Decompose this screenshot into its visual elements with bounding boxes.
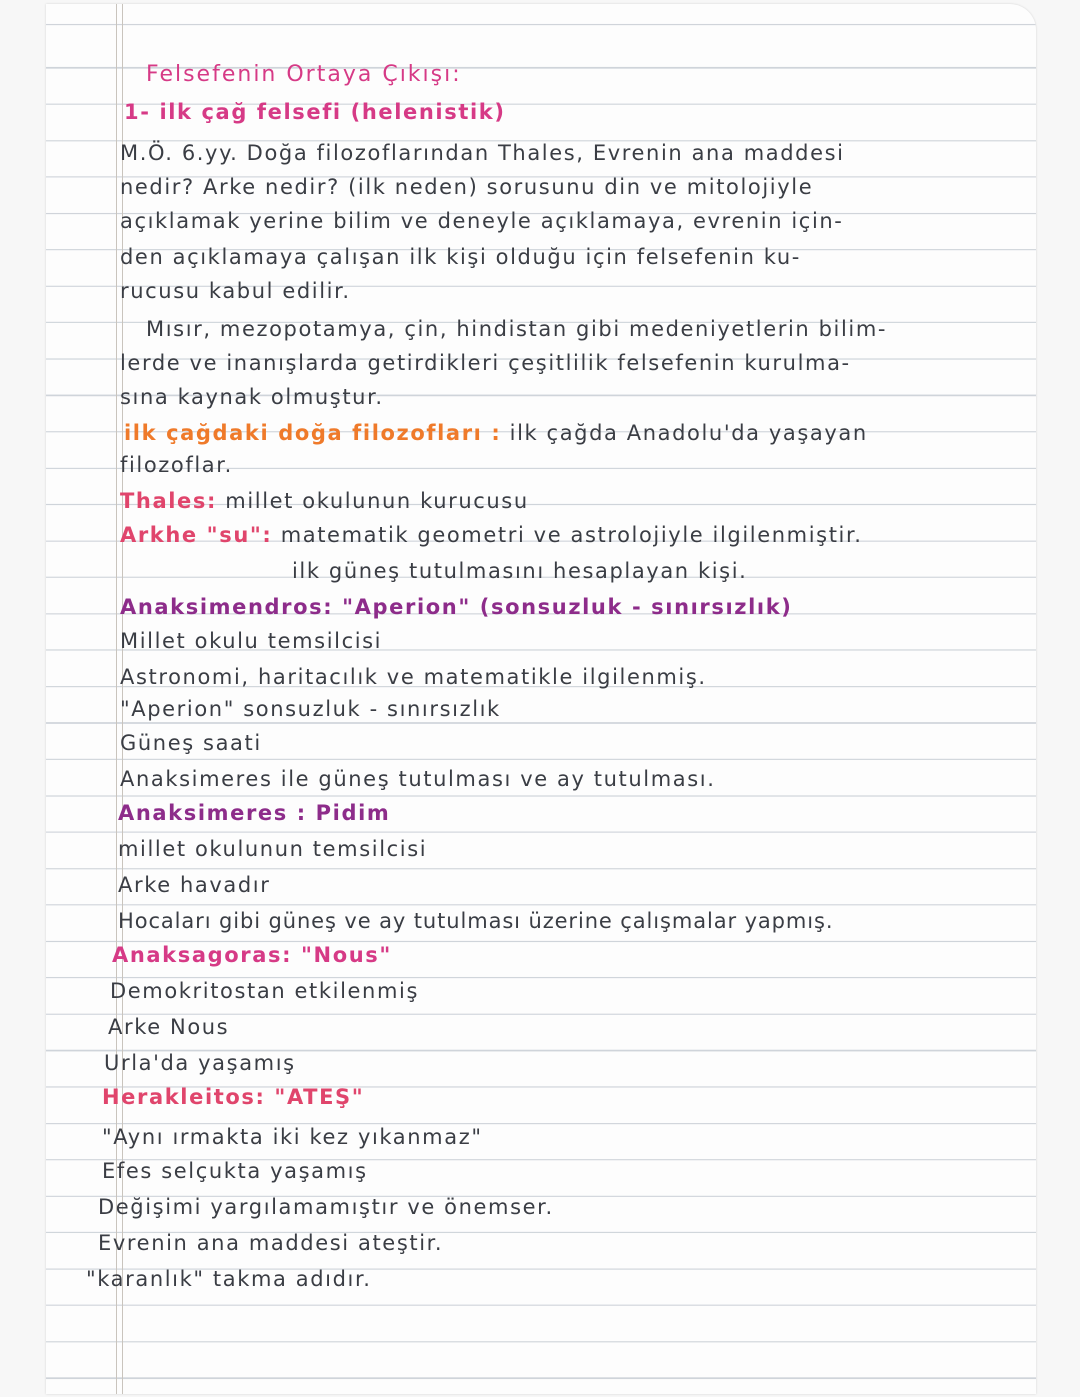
herakleitos-line: Efes selçukta yaşamış (102, 1159, 368, 1183)
anaksimandros-line: Millet okulu temsilcisi (120, 629, 383, 653)
herakleitos-line: "Aynı ırmakta iki kez yıkanmaz" (102, 1125, 483, 1149)
intro-line: Mısır, mezopotamya, çin, hindistan gibi medeniyetlerin bilim- (146, 317, 888, 341)
herakleitos-line: Değişimi yargılamamıştır ve önemser. (98, 1195, 554, 1219)
anaksimenes-line: Hocaları gibi güneş ve ay tutulması üzerine çalışmalar yapmış. (118, 909, 834, 933)
anaksimandros-line: Güneş saati (120, 731, 262, 755)
section-text-2: filozoflar. (120, 453, 233, 477)
anaksagoras-heading: Anaksagoras: "Nous" (112, 943, 392, 967)
anaksimandros-line: Astronomi, haritacılık ve matematikle ilgilenmiş. (120, 665, 707, 689)
thales-label: Thales: (120, 489, 217, 513)
section-text: ilk çağda Anadolu'da yaşayan (509, 421, 868, 445)
intro-line: açıklamak yerine bilim ve deneyle açıklamaya, evrenin için- (120, 209, 844, 233)
intro-line: sına kaynak olmuştur. (120, 385, 384, 409)
herakleitos-heading: Herakleitos: "ATEŞ" (102, 1085, 365, 1109)
intro-line: nedir? Arke nedir? (ilk neden) sorusunu din ve mitolojiyle (120, 175, 814, 199)
arkhe-text: matematik geometri ve astrolojiyle ilgilenmiştir. (280, 523, 863, 547)
arkhe-label: Arkhe "su": (120, 523, 273, 547)
intro-line: den açıklamaya çalışan ilk kişi olduğu için felsefenin ku- (120, 245, 801, 269)
anaksimenes-line: millet okulunun temsilcisi (118, 837, 428, 861)
anaksagoras-line: Urla'da yaşamış (104, 1051, 296, 1075)
intro-line: M.Ö. 6.yy. Doğa filozoflarından Thales, Evrenin ana maddesi (120, 141, 845, 165)
section-heading: ilk çağdaki doğa filozofları : (124, 421, 502, 445)
anaksimandros-line: Anaksimeres ile güneş tutulması ve ay tutulması. (120, 767, 716, 791)
thales-text: millet okulunun kurucusu (225, 489, 529, 513)
thales-row (120, 486, 529, 516)
section-heading-row (124, 418, 868, 448)
arkhe-row (120, 520, 863, 550)
anaksimenes-heading: Anaksimeres : Pidim (118, 801, 391, 825)
arkhe-text-2: ilk güneş tutulmasını hesaplayan kişi. (292, 559, 748, 583)
intro-line: lerde ve inanışlarda getirdikleri çeşitlilik felsefenin kurulma- (120, 351, 851, 375)
anaksagoras-line: Demokritostan etkilenmiş (110, 979, 419, 1003)
anaksagoras-line: Arke Nous (108, 1015, 230, 1039)
herakleitos-line: "karanlık" takma adıdır. (86, 1267, 372, 1291)
intro-line: rucusu kabul edilir. (120, 279, 351, 303)
page-subtitle: 1- ilk çağ felsefi (helenistik) (124, 100, 506, 124)
herakleitos-line: Evrenin ana maddesi ateştir. (98, 1231, 444, 1255)
anaksagoras-heading-row (112, 940, 392, 970)
anaksimandros-line: "Aperion" sonsuzluk - sınırsızlık (120, 697, 501, 721)
notebook-page (46, 4, 1036, 1394)
page-title: Felsefenin Ortaya Çıkışı: (146, 62, 462, 87)
anaksimandros-heading: Anaksimendros: "Aperion" (sonsuzluk - sınırsızlık) (120, 595, 793, 619)
anaksimenes-line: Arke havadır (118, 873, 271, 897)
